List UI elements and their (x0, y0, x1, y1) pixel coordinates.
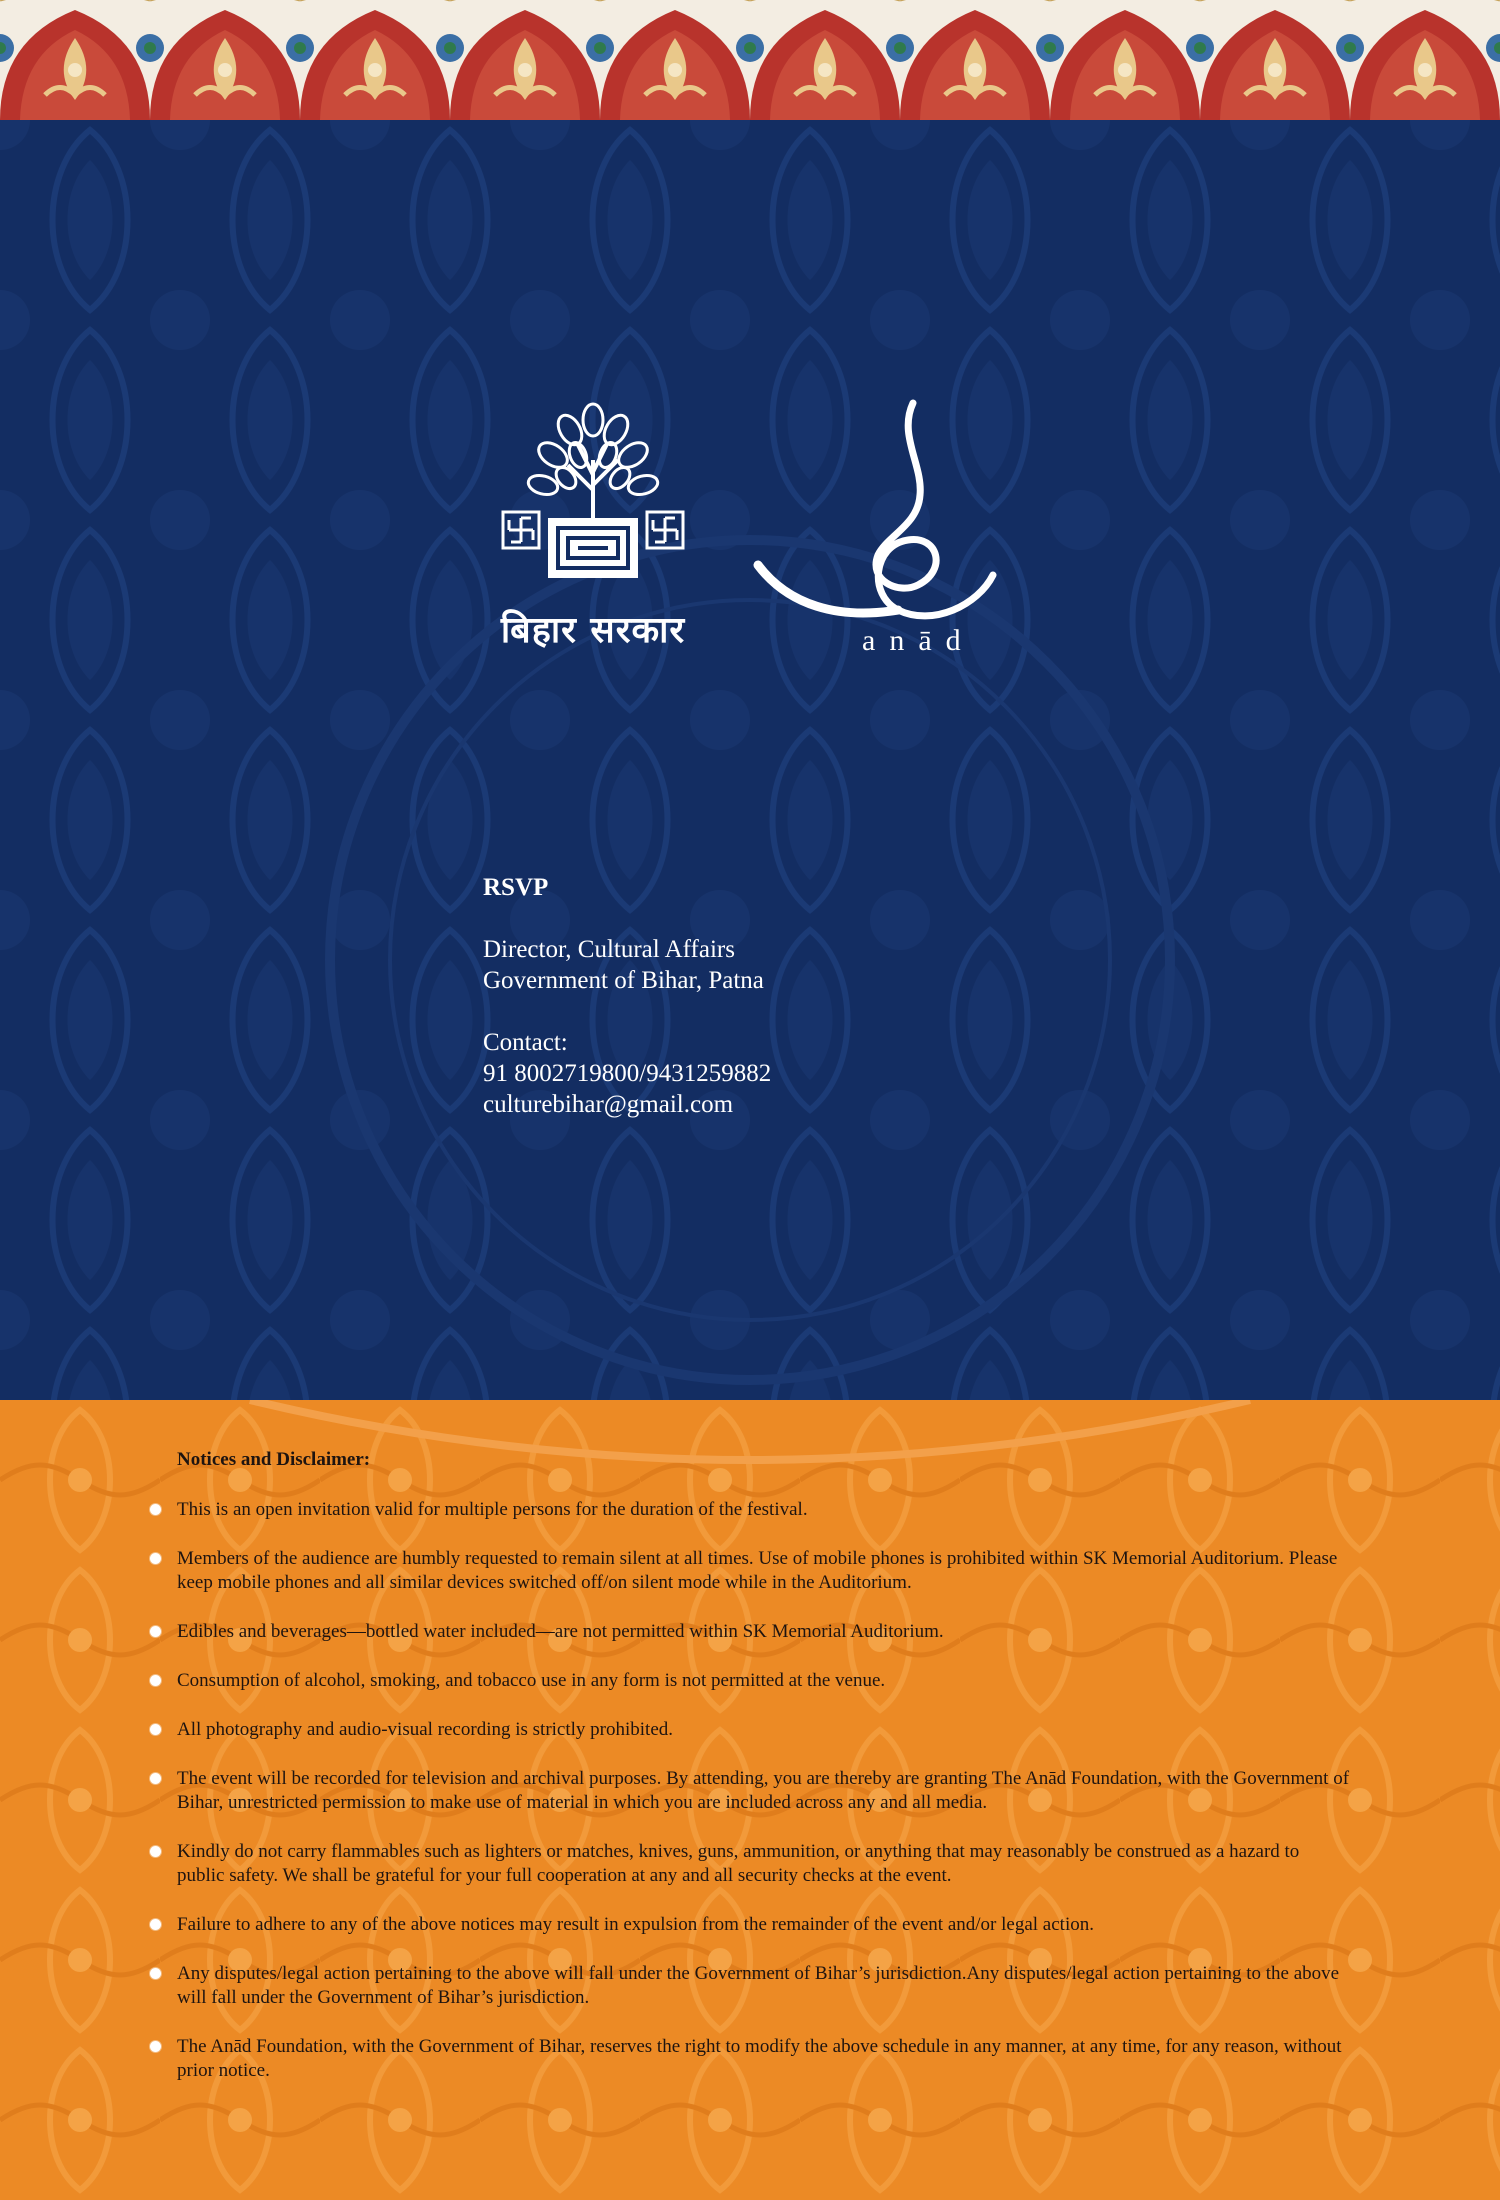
bullet-icon (150, 1846, 161, 1857)
notice-item (150, 1620, 1350, 1644)
rsvp-org-line-1: Director, Cultural Affairs (483, 936, 735, 963)
notice-item (150, 1962, 1350, 2010)
decorative-top-border (0, 0, 1500, 120)
bullet-icon (150, 1504, 161, 1515)
bihar-government-emblem (498, 400, 688, 590)
anad-foundation-logo-text: anād (862, 624, 975, 657)
rsvp-contact (483, 1027, 771, 1120)
notices-section (150, 1448, 1350, 2108)
notice-item (150, 1840, 1350, 1888)
anad-foundation-logo (748, 395, 1008, 645)
rsvp-phone: 91 8002719800/9431259882 (483, 1060, 772, 1087)
notice-text: Any disputes/legal action pertaining to the above will fall under the Government of Bihar’s jurisdiction.Any disputes/legal action pertaining to the above will fall under the Government of Bihar’s jurisdiction. (177, 1963, 1340, 2008)
notice-item (150, 1767, 1350, 1815)
notice-item (150, 1718, 1350, 1742)
rsvp-email: culturebihar@gmail.com (483, 1091, 734, 1118)
bullet-icon (150, 1626, 161, 1637)
notice-item (150, 1669, 1350, 1693)
notice-item (150, 2035, 1350, 2083)
notices-list (150, 1498, 1350, 2083)
rsvp-organization (483, 934, 771, 996)
bullet-icon (150, 2041, 161, 2052)
notice-item (150, 1498, 1350, 1522)
notice-text: Members of the audience are humbly requested to remain silent at all times. Use of mobile phones is prohibited within SK Memorial Auditorium. Please keep mobile phones and all similar devices switched off/on silent mode while in the Auditorium. (177, 1548, 1338, 1593)
notice-item (150, 1547, 1350, 1595)
notice-text: Kindly do not carry flammables such as lighters or matches, knives, guns, ammunition, or anything that may reasonably be construed as a hazard to public safety. We shall be grateful for your full cooperation at any and all security checks at the event. (177, 1841, 1300, 1886)
notice-text: This is an open invitation valid for multiple persons for the duration of the festival. (177, 1499, 808, 1520)
bullet-icon (150, 1919, 161, 1930)
notice-text: The event will be recorded for television and archival purposes. By attending, you are thereby are granting The Anād Foundation, with the Government of Bihar, unrestricted permission to make use of material in which you are included across any and all media. (177, 1768, 1350, 1813)
notice-text: The Anād Foundation, with the Government of Bihar, reserves the right to modify the above schedule in any manner, at any time, for any reason, without prior notice. (177, 2036, 1342, 2081)
blue-panel (0, 120, 1500, 1400)
notice-item (150, 1913, 1350, 1937)
rsvp-org-line-2: Government of Bihar, Patna (483, 967, 764, 994)
notice-text: All photography and audio-visual recording is strictly prohibited. (177, 1719, 674, 1740)
bihar-government-logo-text: बिहार सरकार (500, 610, 686, 651)
notice-text: Edibles and beverages—bottled water included—are not permitted within SK Memorial Auditorium. (177, 1621, 944, 1642)
rsvp-contact-label: Contact: (483, 1029, 568, 1056)
rsvp-title: RSVP (483, 874, 549, 901)
bullet-icon (150, 1675, 161, 1686)
damask-background-pattern (0, 120, 1500, 1400)
bullet-icon (150, 1724, 161, 1735)
bullet-icon (150, 1968, 161, 1979)
bullet-icon (150, 1773, 161, 1784)
notice-text: Failure to adhere to any of the above notices may result in expulsion from the remainder of the event and/or legal action. (177, 1914, 1094, 1935)
rsvp-section (483, 872, 771, 1151)
bullet-icon (150, 1553, 161, 1564)
notices-heading: Notices and Disclaimer: (177, 1449, 371, 1470)
notice-text: Consumption of alcohol, smoking, and tobacco use in any form is not permitted at the venue. (177, 1670, 886, 1691)
